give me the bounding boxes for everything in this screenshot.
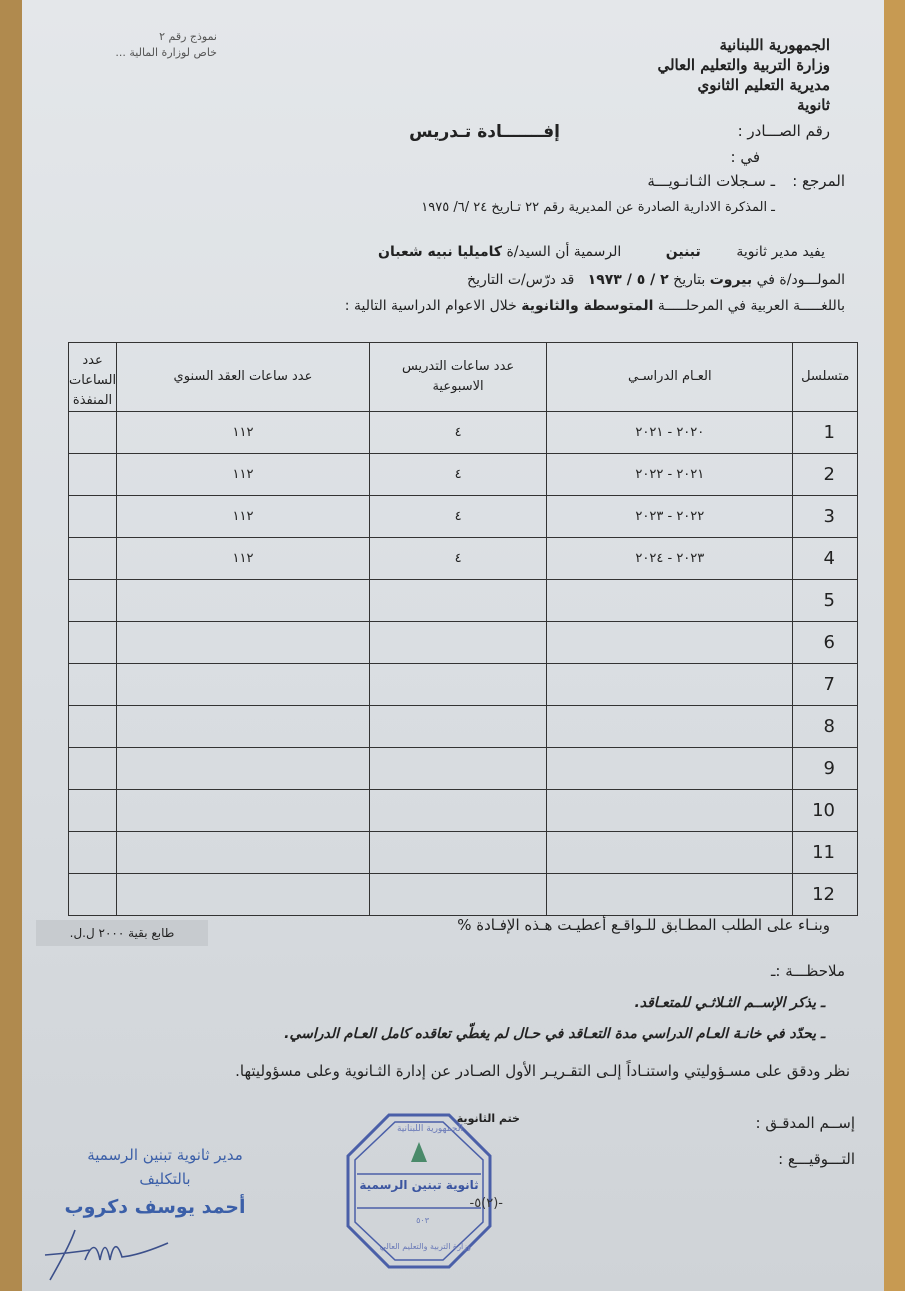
annual-hours-cell bbox=[117, 790, 370, 832]
table-row bbox=[69, 454, 858, 496]
school-name: تبنين bbox=[665, 244, 701, 260]
form-number: نموذج رقم ٢ bbox=[159, 30, 217, 43]
serial-cell: 3 bbox=[793, 496, 858, 538]
signature-icon bbox=[40, 1225, 180, 1285]
year-cell bbox=[547, 874, 793, 916]
executed-hours-cell bbox=[69, 538, 117, 580]
executed-hours-cell bbox=[69, 874, 117, 916]
serial-cell: 5 bbox=[793, 580, 858, 622]
serial-cell: 2 bbox=[793, 454, 858, 496]
birth-place: بيروت bbox=[709, 272, 753, 288]
table-row bbox=[69, 832, 858, 874]
serial-cell: 7 bbox=[793, 664, 858, 706]
text: باللغـــــة العربية في المرحلـــــة bbox=[657, 298, 845, 314]
year-cell bbox=[547, 622, 793, 664]
executed-hours-cell bbox=[69, 412, 117, 454]
serial-cell: 12 bbox=[793, 874, 858, 916]
table-row bbox=[69, 580, 858, 622]
header-annual-hours: عدد ساعات العقد السنوي bbox=[117, 343, 370, 412]
text: المولـــود/ة في bbox=[756, 272, 845, 288]
annual-hours-cell: ١١٢ bbox=[117, 538, 370, 580]
weekly-hours-cell bbox=[369, 748, 546, 790]
text: خلال الاعوام الدراسية التالية : bbox=[344, 298, 517, 314]
reference-line2: ـ المذكرة الادارية الصادرة عن المديرية رقم ٢٢ تـاريخ ٢٤ /٦/ ١٩٧٥ bbox=[421, 200, 775, 215]
header-country: الجمهورية اللبنانية bbox=[719, 36, 830, 54]
body-line3 bbox=[345, 298, 845, 314]
text: قد درّس/ت التاريخ bbox=[467, 272, 575, 288]
header-ministry: وزارة التربية والتعليم العالي bbox=[657, 56, 830, 74]
header-year: العـام الدراسـي bbox=[547, 343, 793, 412]
annual-hours-cell: ١١٢ bbox=[117, 496, 370, 538]
statement: وبنـاء على الطلب المطـابق للـواقـع أعطيـت هـذه الإفـادة % bbox=[457, 916, 830, 934]
year-cell: ٢٠٢٢ - ٢٠٢٣ bbox=[547, 496, 793, 538]
weekly-hours-cell: ٤ bbox=[369, 538, 546, 580]
teaching-stage: المتوسطة والثانوية bbox=[521, 298, 654, 314]
table-row bbox=[69, 412, 858, 454]
table-row bbox=[69, 748, 858, 790]
weekly-hours-cell bbox=[369, 832, 546, 874]
header-executed-hours: عدد الساعات المنفذة bbox=[69, 343, 117, 412]
annual-hours-cell bbox=[117, 874, 370, 916]
table-row bbox=[69, 496, 858, 538]
desk-background bbox=[884, 0, 905, 1291]
year-cell bbox=[547, 790, 793, 832]
serial-cell: 1 bbox=[793, 412, 858, 454]
header-serial: متسلسل bbox=[793, 343, 858, 412]
in-label: في : bbox=[730, 148, 760, 166]
text: الرسمية أن السيد/ة bbox=[506, 244, 622, 260]
weekly-hours-cell bbox=[369, 664, 546, 706]
executed-hours-cell bbox=[69, 706, 117, 748]
seal-code: ٥٠٣ bbox=[416, 1216, 429, 1225]
annual-hours-cell bbox=[117, 706, 370, 748]
table-row bbox=[69, 874, 858, 916]
teaching-years-table bbox=[68, 342, 858, 916]
year-cell bbox=[547, 832, 793, 874]
notes-label: ملاحظـــة :ـ bbox=[770, 962, 845, 980]
weekly-hours-cell: ٤ bbox=[369, 496, 546, 538]
form-finance-note: خاص لوزارة المالية ... bbox=[115, 46, 217, 59]
table-row bbox=[69, 790, 858, 832]
seal-top-text: الجمهورية اللبنانية bbox=[396, 1124, 463, 1134]
weekly-hours-cell bbox=[369, 580, 546, 622]
header-school: ثانوية bbox=[797, 96, 830, 114]
weekly-hours-cell: ٤ bbox=[369, 454, 546, 496]
executed-hours-cell bbox=[69, 748, 117, 790]
weekly-hours-cell bbox=[369, 706, 546, 748]
serial-cell: 6 bbox=[793, 622, 858, 664]
weekly-hours-cell bbox=[369, 874, 546, 916]
body-line2 bbox=[467, 272, 845, 288]
year-cell bbox=[547, 664, 793, 706]
year-cell bbox=[547, 748, 793, 790]
weekly-hours-cell: ٤ bbox=[369, 412, 546, 454]
seal-bottom-text: وزارة التربية والتعليم العالي bbox=[379, 1242, 471, 1251]
annual-hours-cell bbox=[117, 832, 370, 874]
annual-hours-cell bbox=[117, 622, 370, 664]
teacher-name: كاميليا نبيه شعبان bbox=[378, 244, 503, 260]
seal-label: ختم الثانوية bbox=[456, 1112, 520, 1125]
annual-hours-cell bbox=[117, 748, 370, 790]
executed-hours-cell bbox=[69, 664, 117, 706]
director-assignment: بالتكليف bbox=[139, 1170, 191, 1188]
birth-date: ٢ / ٥ / ١٩٧٣ bbox=[587, 272, 669, 288]
director-name: أحمد يوسف دكروب bbox=[64, 1196, 246, 1218]
executed-hours-cell bbox=[69, 496, 117, 538]
annual-hours-cell: ١١٢ bbox=[117, 412, 370, 454]
weekly-hours-cell bbox=[369, 622, 546, 664]
body-line1 bbox=[378, 244, 825, 260]
year-cell bbox=[547, 706, 793, 748]
seal-school-name: ثانوية تبنين الرسمية bbox=[359, 1178, 479, 1192]
serial-cell: 9 bbox=[793, 748, 858, 790]
verification-statement: نظر ودقق على مسـؤوليتي واستنـاداً إلـى التقـريـر الأول الصـادر عن إدارة الثـانوية وعلى مسؤوليتها. bbox=[235, 1062, 850, 1080]
seal-number: -(٢)٥- bbox=[469, 1196, 503, 1211]
issue-number-label: رقم الصـــادر : bbox=[737, 122, 830, 140]
table-row bbox=[69, 706, 858, 748]
executed-hours-cell bbox=[69, 622, 117, 664]
annual-hours-cell bbox=[117, 664, 370, 706]
school-seal bbox=[345, 1112, 503, 1270]
note-item: ـ يحدّد في خانـة العـام الدراسي مدة التعـاقد في حـال لم يغطّي تعاقده كامل العـام الدراسي. bbox=[284, 1026, 825, 1042]
executed-hours-cell bbox=[69, 790, 117, 832]
annual-hours-cell bbox=[117, 580, 370, 622]
serial-cell: 8 bbox=[793, 706, 858, 748]
table-row bbox=[69, 622, 858, 664]
text: بتاريخ bbox=[673, 272, 706, 288]
year-cell: ٢٠٢٣ - ٢٠٢٤ bbox=[547, 538, 793, 580]
checker-signature-label: التـــوقيـــع : bbox=[778, 1150, 855, 1168]
director-title: مدير ثانوية تبنين الرسمية bbox=[87, 1146, 243, 1164]
table-row bbox=[69, 538, 858, 580]
year-cell: ٢٠٢٠ - ٢٠٢١ bbox=[547, 412, 793, 454]
executed-hours-cell bbox=[69, 580, 117, 622]
note-item: ـ يذكر الإســم الثـلاثـي للمتعـاقد. bbox=[634, 995, 825, 1011]
text: يفيد مدير ثانوية bbox=[736, 244, 825, 260]
serial-cell: 10 bbox=[793, 790, 858, 832]
header-weekly-hours: عدد ساعات التدريس الاسبوعية bbox=[369, 343, 546, 412]
fiscal-stamp-note: طابع بقية ٢٠٠٠ ل.ل. bbox=[36, 920, 208, 946]
table-row bbox=[69, 664, 858, 706]
serial-cell: 4 bbox=[793, 538, 858, 580]
executed-hours-cell bbox=[69, 454, 117, 496]
reference-line1: ـ سـجلات الثـانـويـــة bbox=[647, 172, 775, 190]
year-cell: ٢٠٢١ - ٢٠٢٢ bbox=[547, 454, 793, 496]
executed-hours-cell bbox=[69, 832, 117, 874]
header-directorate: مديرية التعليم الثانوي bbox=[697, 76, 830, 94]
checker-name-label: إســم المدقـق : bbox=[755, 1114, 855, 1132]
reference-label: المرجع : bbox=[792, 172, 845, 190]
annual-hours-cell: ١١٢ bbox=[117, 454, 370, 496]
serial-cell: 11 bbox=[793, 832, 858, 874]
weekly-hours-cell bbox=[369, 790, 546, 832]
page-title: إفـــــــادة تـدريس bbox=[409, 122, 560, 142]
year-cell bbox=[547, 580, 793, 622]
